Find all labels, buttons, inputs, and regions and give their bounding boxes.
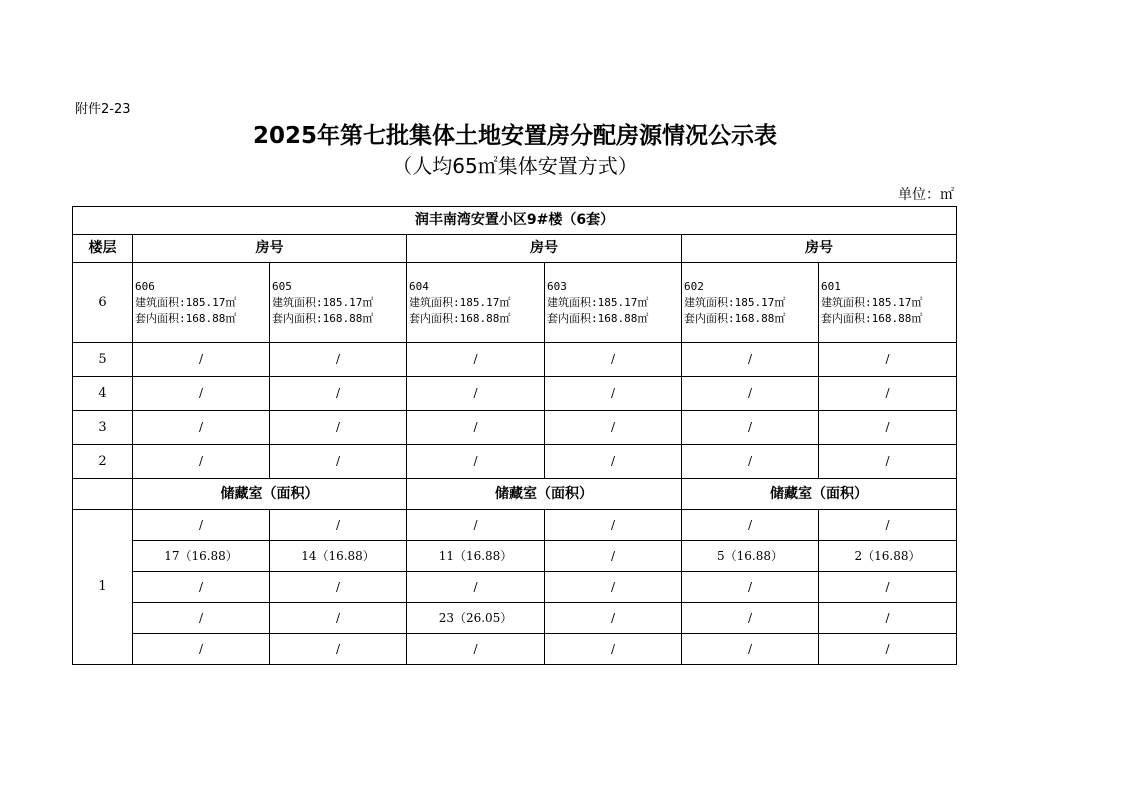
storage-cell: 5（16.88）	[682, 541, 819, 572]
storage-cell: /	[133, 510, 270, 541]
room-number: 602	[684, 279, 704, 293]
floor-5-row	[73, 343, 957, 377]
floor-number: 3	[73, 411, 133, 445]
room-cell: /	[682, 445, 819, 479]
building-name: 润丰南湾安置小区9#楼（6套）	[73, 207, 957, 235]
building-area: 建筑面积:185.17㎡	[547, 295, 649, 309]
storage-cell: /	[407, 634, 545, 665]
storage-cell: /	[545, 510, 682, 541]
storage-cell: 14（16.88）	[270, 541, 407, 572]
storage-cell: /	[819, 572, 957, 603]
room-cell	[545, 263, 682, 343]
room-cell: /	[407, 377, 545, 411]
storage-cell: /	[407, 510, 545, 541]
storage-cell: /	[270, 603, 407, 634]
building-area: 建筑面积:185.17㎡	[821, 295, 923, 309]
storage-cell: /	[545, 541, 682, 572]
room-cell: /	[819, 377, 957, 411]
storage-cell: /	[682, 634, 819, 665]
storage-cell: /	[270, 510, 407, 541]
building-area: 建筑面积:185.17㎡	[409, 295, 511, 309]
storage-header: 储藏室（面积）	[407, 479, 682, 510]
document-subtitle: （人均65㎡集体安置方式）	[392, 154, 638, 178]
floor-number: 2	[73, 445, 133, 479]
room-cell	[407, 263, 545, 343]
room-cell: /	[682, 411, 819, 445]
floor-number: 4	[73, 377, 133, 411]
floor-1-row	[73, 510, 957, 541]
floor-number: 6	[73, 263, 133, 343]
inner-area: 套内面积:168.88㎡	[272, 311, 374, 325]
room-cell: /	[545, 343, 682, 377]
room-number: 603	[547, 279, 567, 293]
room-cell	[819, 263, 957, 343]
document-title: 2025年第七批集体土地安置房分配房源情况公示表	[252, 123, 777, 149]
room-cell: /	[545, 377, 682, 411]
room-cell: /	[407, 445, 545, 479]
room-cell: /	[819, 445, 957, 479]
storage-cell: /	[133, 603, 270, 634]
floor-3-row	[73, 411, 957, 445]
empty-cell	[73, 479, 133, 510]
room-cell: /	[819, 411, 957, 445]
inner-area: 套内面积:168.88㎡	[409, 311, 511, 325]
inner-area: 套内面积:168.88㎡	[684, 311, 786, 325]
storage-row	[73, 541, 957, 572]
room-cell: /	[682, 343, 819, 377]
storage-cell: /	[819, 603, 957, 634]
inner-area: 套内面积:168.88㎡	[821, 311, 923, 325]
storage-cell: 23（26.05）	[407, 603, 545, 634]
room-cell: /	[133, 411, 270, 445]
room-header: 房号	[133, 235, 407, 263]
storage-cell: /	[545, 572, 682, 603]
storage-cell: /	[407, 572, 545, 603]
storage-cell: /	[682, 510, 819, 541]
storage-row	[73, 572, 957, 603]
storage-header-row	[73, 479, 957, 510]
unit-label: 单位：㎡	[898, 187, 954, 203]
room-cell: /	[270, 377, 407, 411]
floor-number: 5	[73, 343, 133, 377]
room-cell: /	[133, 343, 270, 377]
header-row	[73, 235, 957, 263]
housing-table	[72, 206, 957, 665]
room-cell: /	[545, 411, 682, 445]
floor-header: 楼层	[73, 235, 133, 263]
storage-cell: /	[133, 572, 270, 603]
attachment-label: 附件2-23	[75, 102, 131, 117]
storage-cell: /	[270, 572, 407, 603]
storage-cell: /	[545, 634, 682, 665]
room-number: 601	[821, 279, 841, 293]
inner-area: 套内面积:168.88㎡	[547, 311, 649, 325]
storage-row	[73, 634, 957, 665]
storage-row	[73, 603, 957, 634]
building-area: 建筑面积:185.17㎡	[272, 295, 374, 309]
room-number: 604	[409, 279, 429, 293]
floor-number: 1	[73, 510, 133, 665]
building-row	[73, 207, 957, 235]
storage-cell: 2（16.88）	[819, 541, 957, 572]
storage-cell: /	[545, 603, 682, 634]
room-header: 房号	[407, 235, 682, 263]
room-cell: /	[682, 377, 819, 411]
room-cell: /	[407, 411, 545, 445]
room-cell: /	[133, 445, 270, 479]
room-cell	[682, 263, 819, 343]
storage-header: 储藏室（面积）	[682, 479, 957, 510]
storage-cell: /	[819, 634, 957, 665]
room-number: 605	[272, 279, 292, 293]
storage-cell: /	[270, 634, 407, 665]
storage-cell: /	[819, 510, 957, 541]
room-cell	[133, 263, 270, 343]
inner-area: 套内面积:168.88㎡	[135, 311, 237, 325]
building-area: 建筑面积:185.17㎡	[684, 295, 786, 309]
storage-cell: /	[682, 572, 819, 603]
room-cell: /	[270, 445, 407, 479]
building-area: 建筑面积:185.17㎡	[135, 295, 237, 309]
room-cell: /	[545, 445, 682, 479]
storage-cell: /	[682, 603, 819, 634]
room-header: 房号	[682, 235, 957, 263]
room-cell: /	[133, 377, 270, 411]
room-cell: /	[819, 343, 957, 377]
floor-4-row	[73, 377, 957, 411]
storage-header: 储藏室（面积）	[133, 479, 407, 510]
room-cell: /	[407, 343, 545, 377]
room-cell: /	[270, 343, 407, 377]
room-cell	[270, 263, 407, 343]
room-number: 606	[135, 279, 155, 293]
room-cell: /	[270, 411, 407, 445]
storage-cell: /	[133, 634, 270, 665]
storage-cell: 11（16.88）	[407, 541, 545, 572]
storage-cell: 17（16.88）	[133, 541, 270, 572]
floor-6-row	[73, 263, 957, 343]
floor-2-row	[73, 445, 957, 479]
